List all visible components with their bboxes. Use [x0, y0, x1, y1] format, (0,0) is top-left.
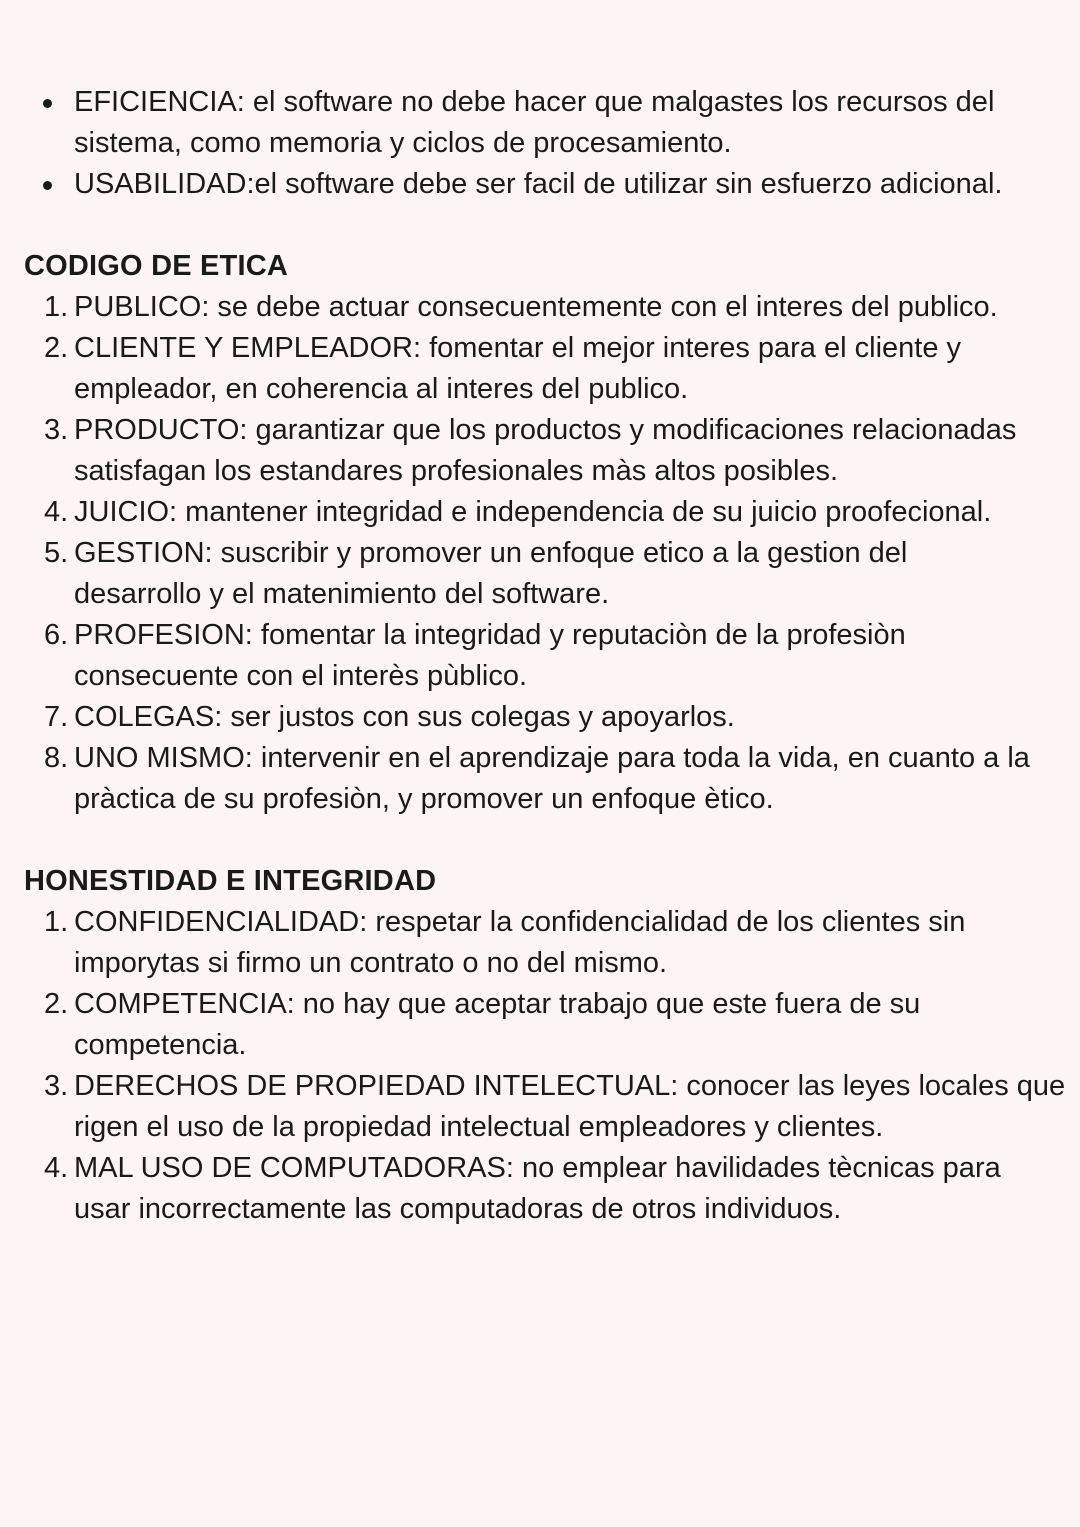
list-item-number: 3. — [44, 1070, 69, 1102]
list-item-text: EFICIENCIA: el software no debe hacer que malgastes los recursos del sistema, como memoria y ciclos de procesamiento. — [74, 86, 995, 159]
list-item-text: GESTION: suscribir y promover un enfoque etico a la gestion del desarrollo y el matenimiento del software. — [74, 537, 908, 610]
list-item-text: UNO MISMO: intervenir en el aprendizaje para toda la vida, en cuanto a la pràctica de su profesiòn, y promover un enfoque ètico. — [74, 742, 1030, 815]
list-item — [24, 697, 1080, 738]
list-item — [24, 410, 1080, 492]
codigo-etica-list — [24, 287, 1080, 820]
list-item — [24, 533, 984, 615]
list-item-number: 5. — [44, 537, 69, 569]
list-item — [24, 328, 1004, 410]
list-item-text: COLEGAS: ser justos con sus colegas y apoyarlos. — [74, 701, 735, 733]
section-codigo-etica — [24, 246, 1080, 820]
list-item-number: 4. — [44, 496, 69, 528]
list-item-number: 4. — [44, 1152, 69, 1184]
list-item-text: PRODUCTO: garantizar que los productos y modificaciones relacionadas satisfagan los estandares profesionales màs altos posibles. — [74, 414, 1017, 487]
list-item-text: USABILIDAD:el software debe ser facil de utilizar sin esfuerzo adicional. — [74, 168, 1003, 200]
list-item-number: 1. — [44, 906, 69, 938]
list-item — [24, 1148, 1064, 1230]
list-item — [24, 82, 1034, 164]
list-item-number: 2. — [44, 988, 69, 1020]
section-title: CODIGO DE ETICA — [24, 250, 289, 282]
intro-bullet-list — [24, 82, 1080, 205]
list-item — [24, 902, 1034, 984]
list-item-text: PROFESION: fomentar la integridad y reputaciòn de la profesiòn consecuente con el interès pùblico. — [74, 619, 906, 692]
list-item-number: 6. — [44, 619, 69, 651]
list-item-number: 7. — [44, 701, 69, 733]
list-item-number: 3. — [44, 414, 69, 446]
list-item — [24, 287, 1080, 328]
list-item-text: CONFIDENCIALIDAD: respetar la confidencialidad de los clientes sin imporytas si firmo un contrato o no del mismo. — [74, 906, 966, 979]
list-item — [24, 492, 1080, 533]
list-item-text: DERECHOS DE PROPIEDAD INTELECTUAL: conocer las leyes locales que rigen el uso de la propiedad intelectual empleadores y clientes. — [74, 1070, 1066, 1143]
list-item — [24, 1066, 1080, 1148]
bullet-icon — [43, 181, 52, 190]
list-item — [24, 984, 984, 1066]
list-item-number: 1. — [44, 291, 69, 323]
list-item — [24, 164, 1080, 205]
section-title: HONESTIDAD E INTEGRIDAD — [24, 865, 437, 897]
list-item — [24, 615, 984, 697]
list-item-number: 2. — [44, 332, 69, 364]
list-item-text: CLIENTE Y EMPLEADOR: fomentar el mejor interes para el cliente y empleador, en coherencia al interes del publico. — [74, 332, 962, 405]
list-item-number: 8. — [44, 742, 69, 774]
list-item-text: PUBLICO: se debe actuar consecuentemente con el interes del publico. — [74, 291, 998, 323]
list-item-text: MAL USO DE COMPUTADORAS: no emplear havilidades tècnicas para usar incorrectamente las computadoras de otros individuos. — [74, 1152, 1001, 1225]
list-item — [24, 738, 1080, 820]
section-honestidad — [24, 861, 1080, 1230]
honestidad-list — [24, 902, 1080, 1230]
bullet-icon — [43, 99, 52, 108]
list-item-text: JUICIO: mantener integridad e independencia de su juicio proofecional. — [74, 496, 992, 528]
list-item-text: COMPETENCIA: no hay que aceptar trabajo que este fuera de su competencia. — [74, 988, 921, 1061]
